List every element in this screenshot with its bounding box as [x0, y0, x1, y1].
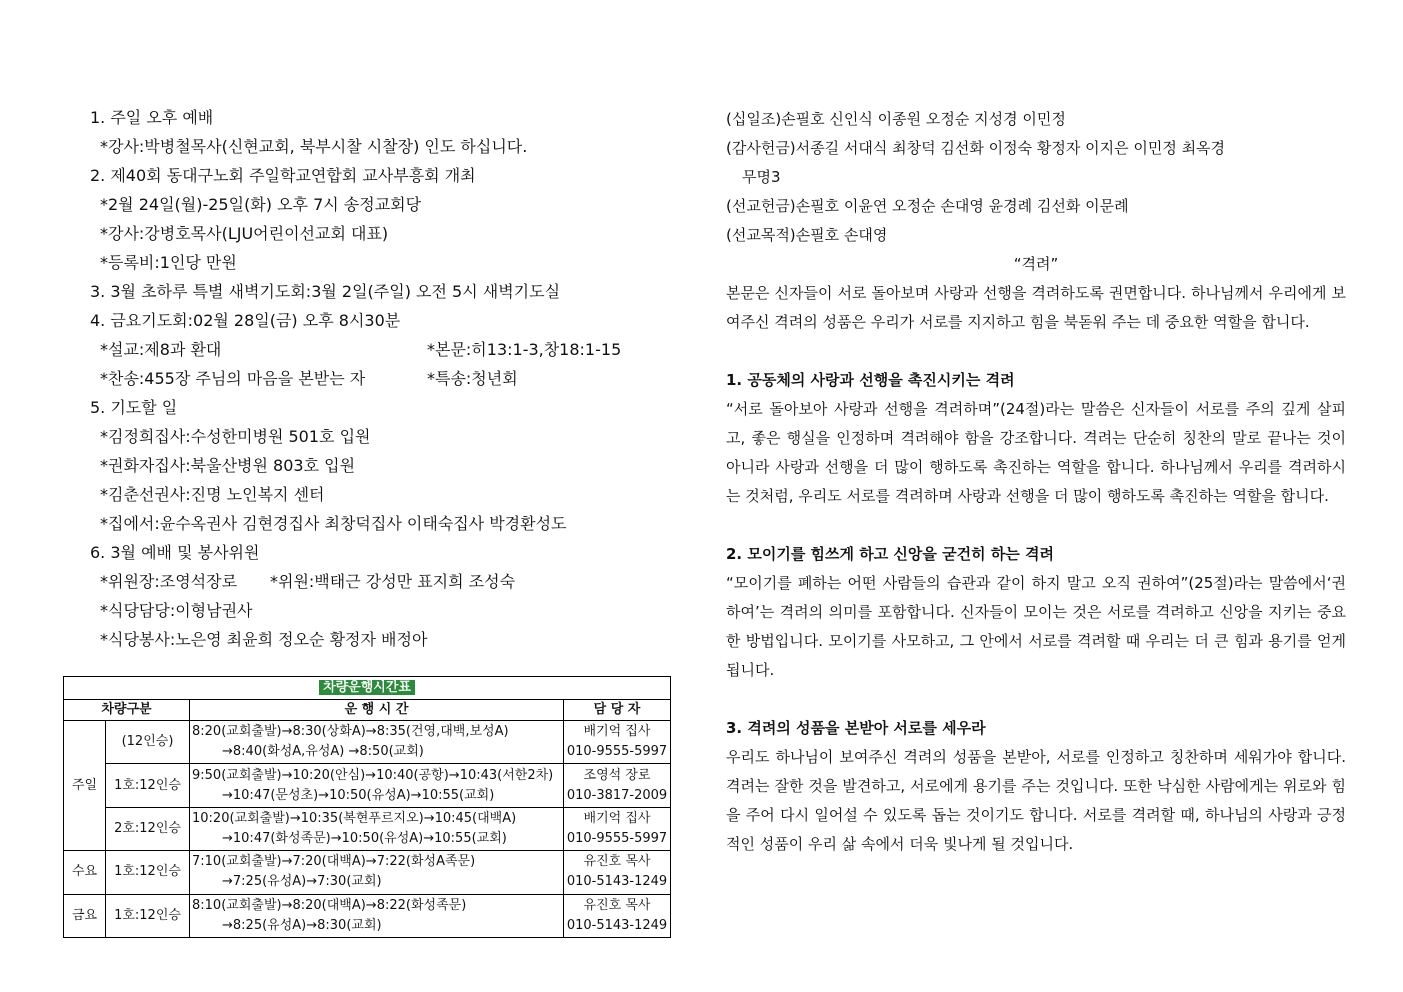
- route-line: →8:25(유성A)→8:30(교회): [222, 917, 382, 933]
- offering-thanks-cont: 무명3: [742, 168, 781, 186]
- prayer-item: *집에서:윤수옥권사 김현경집사 최창덕집사 이태숙집사 박경환성도: [100, 514, 567, 533]
- sermon-intro: 본문은 신자들이 서로 돌아보며 사랑과 선행을 격려하도록 권면합니다. 하나님께서 우리에게 보여주신 격려의 성품은 우리가 서로를 지지하고 힘을 북돋워 주는 데 중요한 역할을 합니다.: [726, 284, 1346, 331]
- route-cell: [190, 851, 564, 894]
- friday-special-song: *특송:청년회: [427, 369, 518, 388]
- route-line: 8:10(교회출발)→8:20(대백A)→8:22(화성족문): [192, 897, 467, 913]
- manager-name: 배기억 집사: [583, 810, 651, 826]
- friday-scripture: *본문:히13:1-3,창18:1-15: [427, 340, 622, 359]
- header-manager: 담 당 자: [564, 700, 671, 721]
- route-line: 9:50(교회출발)→10:20(안심)→10:40(공항)→10:43(서한2차): [192, 767, 554, 783]
- manager-phone: 010-9555-5997: [566, 830, 668, 846]
- manager-name: 유진호 목사: [583, 897, 651, 913]
- route-cell: [190, 764, 564, 807]
- table-row: [64, 894, 671, 937]
- point-2-text: “모이기를 폐하는 어떤 사람들의 습관과 같이 하지 말고 오직 권하여”(25절)라는 말씀에서‘권하여’는 격려의 의미를 포함합니다. 신자들이 모이는 것은 서로를 격려하고 신앙을 지키는 중요한 방법입니다. 모이기를 사모하고, 그 안에서 서로를 격려할 때 우리는 더 큰 힘과 용기를 얻게 됩니다.: [726, 574, 1346, 679]
- route-line: 7:10(교회출발)→7:20(대백A)→7:22(화성A족문): [192, 854, 476, 870]
- table-row: [64, 721, 671, 764]
- manager-name: 배기억 집사: [583, 724, 651, 740]
- route-cell: [190, 721, 564, 764]
- table-title: 차량운행시간표: [319, 680, 415, 695]
- manager-phone: 010-5143-1249: [566, 917, 668, 933]
- announcement-1-title: 1. 주일 오후 예배: [90, 108, 214, 127]
- announcement-2-fee: *등록비:1인당 만원: [100, 253, 237, 272]
- vehicle-schedule-table: [63, 676, 671, 938]
- offering-mission-purpose: (선교목적)손필호 손대영: [726, 226, 888, 244]
- manager-cell: [564, 851, 671, 894]
- sermon-column: [726, 105, 1346, 859]
- friday-hymn-row: [80, 364, 680, 393]
- route-line: →7:25(유성A)→7:30(교회): [222, 874, 382, 890]
- vehicle-cell: 1호:12인승: [106, 764, 190, 807]
- friday-hymn: *찬송:455장 주님의 마음을 본받는 자: [100, 369, 366, 388]
- vehicle-cell: 1호:12인승: [106, 851, 190, 894]
- vehicle-cell: 2호:12인승: [106, 807, 190, 850]
- prayer-item: *김춘선권사:진명 노인복지 센터: [100, 485, 325, 504]
- committee-row: [80, 567, 680, 596]
- vehicle-cell: (12인승): [106, 721, 190, 764]
- route-line: →10:47(화성족문)→10:50(유성A)→10:55(교회): [222, 830, 507, 846]
- route-line: →10:47(문성초)→10:50(유성A)→10:55(교회): [222, 787, 495, 803]
- manager-name: 유진호 목사: [583, 854, 651, 870]
- route-cell: [190, 807, 564, 850]
- table-header-row: [64, 700, 671, 721]
- sermon-title: “격려”: [1013, 255, 1059, 273]
- table-row: [64, 807, 671, 850]
- service-item: *식당봉사:노은영 최윤희 정오순 황정자 배정아: [100, 630, 428, 649]
- prayer-item: *김정희집사:수성한미병원 501호 입원: [100, 427, 371, 446]
- day-cell: 금요: [64, 894, 106, 937]
- manager-phone: 010-3817-2009: [566, 787, 668, 803]
- manager-cell: [564, 764, 671, 807]
- header-vehicle: 차량구분: [64, 700, 190, 721]
- friday-sermon: *설교:제8과 환대: [100, 340, 222, 359]
- header-time: 운 행 시 간: [190, 700, 564, 721]
- route-line: 10:20(교회출발)→10:35(복현푸르지오)→10:45(대백A): [192, 810, 517, 826]
- table-title-cell: [64, 677, 671, 700]
- committee-chair: *위원장:조영석장로: [100, 572, 238, 591]
- manager-phone: 010-5143-1249: [566, 874, 668, 890]
- point-3-title: 3. 격려의 성품을 본받아 서로를 세우라: [726, 719, 986, 737]
- friday-sermon-row: [80, 335, 680, 364]
- route-line: 8:20(교회출발)→8:30(상화A)→8:35(건영,대백,보성A): [192, 724, 509, 740]
- announcement-2-speaker: *강사:강병호목사(LJU어린이선교회 대표): [100, 224, 389, 243]
- manager-name: 조영석 장로: [583, 767, 651, 783]
- committee-members: *위원:백태근 강성만 표지희 조성숙: [270, 572, 516, 591]
- announcement-2-date: *2월 24일(월)-25일(화) 오후 7시 송정교회당: [100, 195, 422, 214]
- announcement-1-detail: *강사:박병철목사(신현교회, 북부시찰 시찰장) 인도 하십니다.: [100, 137, 528, 156]
- route-line: →8:40(화성A,유성A) →8:50(교회): [222, 744, 424, 760]
- manager-cell: [564, 721, 671, 764]
- manager-cell: [564, 894, 671, 937]
- offering-mission: (선교헌금)손필호 이윤연 오정순 손대영 윤경례 김선화 이문례: [726, 197, 1129, 215]
- manager-cell: [564, 807, 671, 850]
- announcement-3-title: 3. 3월 초하루 특별 새벽기도회:3월 2일(주일) 오전 5시 새벽기도실: [90, 282, 561, 301]
- manager-phone: 010-9555-5997: [566, 744, 668, 760]
- service-item: *식당담당:이형남권사: [100, 601, 253, 620]
- day-cell: 주일: [64, 721, 106, 851]
- table-row: [64, 764, 671, 807]
- route-cell: [190, 894, 564, 937]
- point-2-title: 2. 모이기를 힘쓰게 하고 신앙을 굳건히 하는 격려: [726, 545, 1055, 563]
- announcement-6-title: 6. 3월 예배 및 봉사위원: [90, 543, 260, 562]
- point-3-text: 우리도 하나님이 보여주신 격려의 성품을 본받아, 서로를 인정하고 칭찬하며 세워가야 합니다. 격려는 잘한 것을 발견하고, 서로에게 용기를 주는 것입니다. 또한 낙심한 사람에게는 위로와 힘을 주어 다시 일어설 수 있도록 돕는 것이기도 합니다. 서로를 격려할 때, 하나님의 사랑과 긍정적인 성품이 우리 삶 속에서 더욱 빛나게 될 것입니다.: [726, 748, 1346, 853]
- offering-thanks: (감사헌금)서종길 서대식 최창덕 김선화 이정숙 황정자 이지은 이민정 최옥경: [726, 139, 1226, 157]
- vehicle-cell: 1호:12인승: [106, 894, 190, 937]
- point-1-title: 1. 공동체의 사랑과 선행을 촉진시키는 격려: [726, 371, 1015, 389]
- prayer-item: *권화자집사:북울산병원 803호 입원: [100, 456, 356, 475]
- offering-tithe: (십일조)손필호 신인식 이종원 오정순 지성경 이민정: [726, 110, 1066, 128]
- table-row: [64, 851, 671, 894]
- announcements: [80, 103, 680, 654]
- announcement-4-title: 4. 금요기도회:02월 28일(금) 오후 8시30분: [90, 311, 401, 330]
- announcement-5-title: 5. 기도할 일: [90, 398, 178, 417]
- announcement-2-title: 2. 제40회 동대구노회 주일학교연합회 교사부흥회 개최: [90, 166, 476, 185]
- day-cell: 수요: [64, 851, 106, 894]
- point-1-text: “서로 돌아보아 사랑과 선행을 격려하며”(24절)라는 말씀은 신자들이 서로를 주의 깊게 살피고, 좋은 행실을 인정하며 격려해야 함을 강조합니다. 격려는 단순히 칭찬의 말로 끝나는 것이 아니라 사랑과 선행을 더 많이 행하도록 촉진하는 역할을 합니다. 하나님께서 우리를 격려하시는 것처럼, 우리도 서로를 격려하며 사랑과 선행을 더 많이 행하도록 촉진하는 역할을 합니다.: [726, 400, 1346, 505]
